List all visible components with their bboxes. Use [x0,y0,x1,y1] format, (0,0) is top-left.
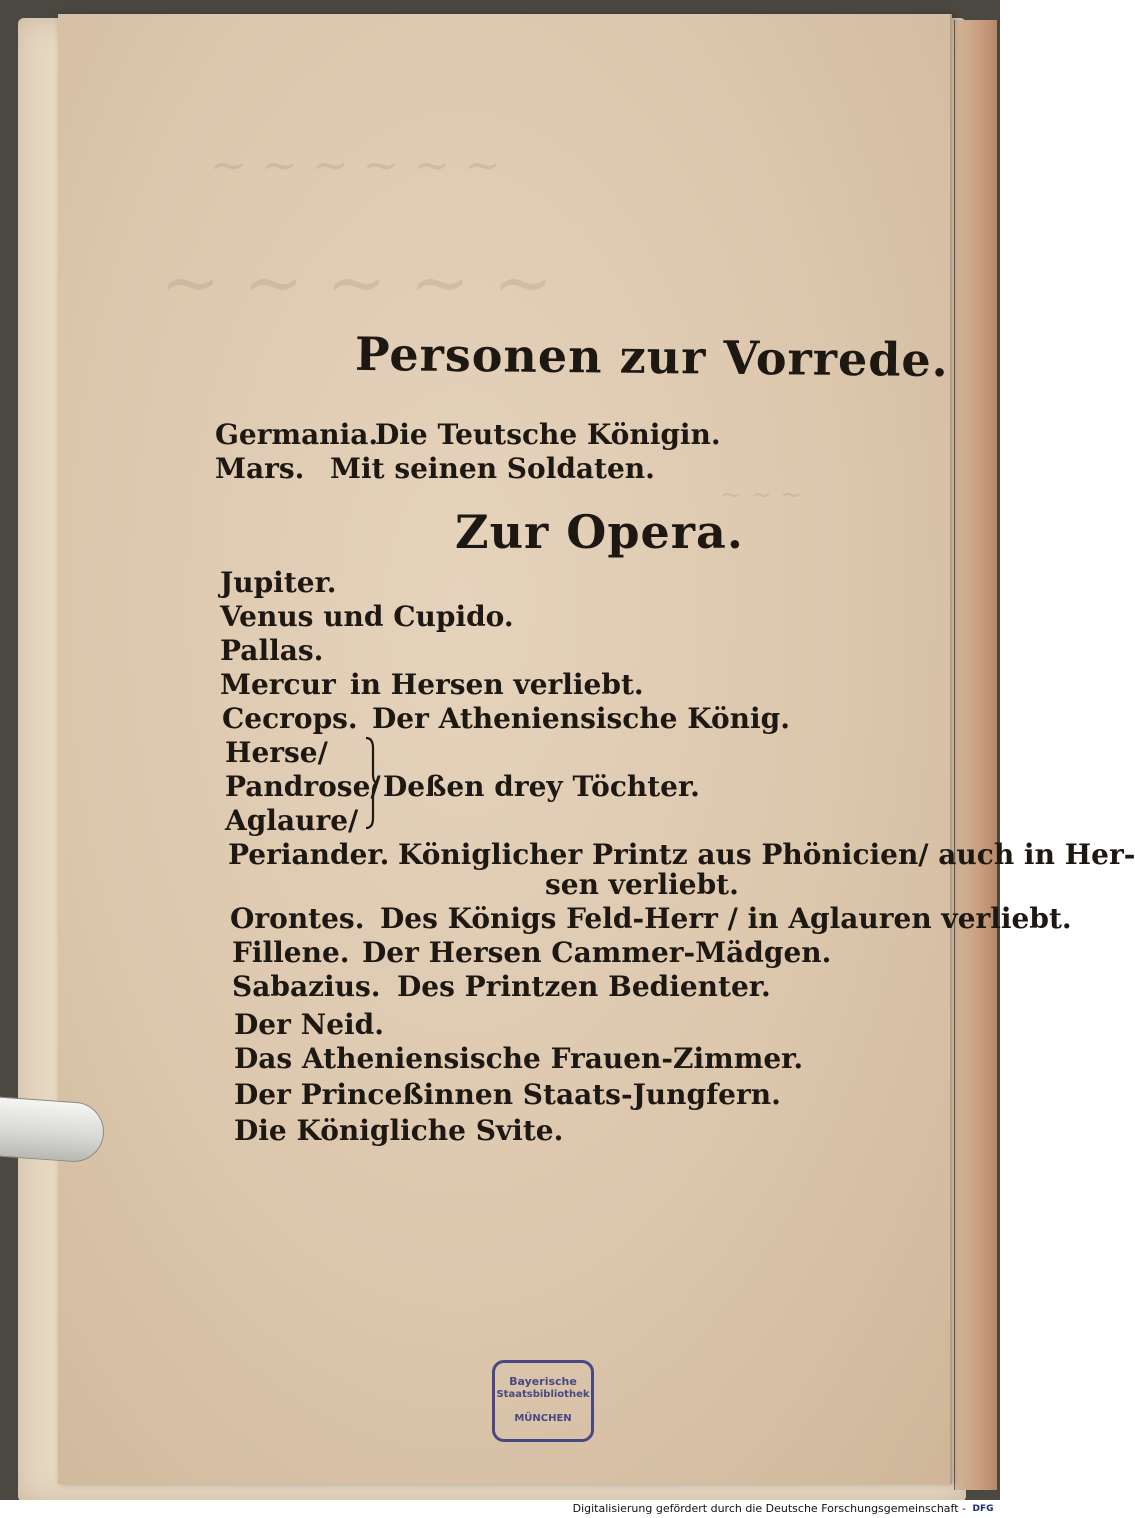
role-name: Der Neid. [234,1008,384,1041]
role-name: Orontes. [230,902,365,935]
stamp-line: MÜNCHEN [514,1413,572,1424]
role-name: Germania. [215,418,379,451]
role-name: Mercur [220,668,336,701]
role-description-continued: sen verliebt. [545,868,739,901]
role-name: Cecrops. [222,702,358,735]
role-name: Venus und Cupido. [220,600,514,633]
dfg-logo-icon: DFG [970,1503,996,1515]
stamp-line: Bayerische [509,1375,577,1388]
role-description: in Hersen verliebt. [350,668,644,701]
role-name: Periander. [228,838,390,871]
role-name: Pallas. [220,634,324,667]
role-name: Sabazius. [232,970,381,1003]
role-name: Aglaure/ [225,804,359,837]
role-name: Pandrose/ [225,770,381,803]
show-through-text: ~ ~ ~ [720,480,802,510]
role-name: Mars. [215,452,305,485]
role-name: Jupiter. [220,566,337,599]
heading: Personen zur Vorrede. [354,326,950,388]
footer-bar [0,1500,1000,1518]
library-stamp [492,1360,594,1442]
role-description: Der Hersen Cammer-Mädgen. [362,936,832,969]
brace-icon [363,736,379,830]
stamp-line: Staatsbibliothek [496,1389,590,1400]
role-name: Fillene. [232,936,350,969]
subheading: Zur Opera. [455,505,744,559]
role-description: Des Printzen Bedienter. [397,970,771,1003]
role-description: Mit seinen Soldaten. [330,452,655,485]
role-description: Deßen drey Töchter. [383,770,700,803]
role-description: Des Königs Feld-Herr / in Aglauren verliebt. [380,902,1072,935]
role-description: Die Teutsche Königin. [375,418,721,451]
role-description: Der Atheniensische König. [372,702,790,735]
role-name: Die Königliche Svite. [234,1114,564,1147]
funding-notice: Digitalisierung gefördert durch die Deutsche Forschungsgemeinschaft - [572,1502,966,1515]
role-name: Herse/ [225,736,328,769]
show-through-text: ~ ~ ~ ~ ~ [160,240,554,324]
role-name: Das Atheniensische Frauen-Zimmer. [234,1042,804,1075]
role-name: Der Princeßinnen Staats-Jungfern. [234,1078,781,1111]
role-description: Königlicher Printz aus Phönicien/ auch in Her- [398,838,1135,871]
show-through-text: ~ ~ ~ ~ ~ ~ [210,140,502,191]
